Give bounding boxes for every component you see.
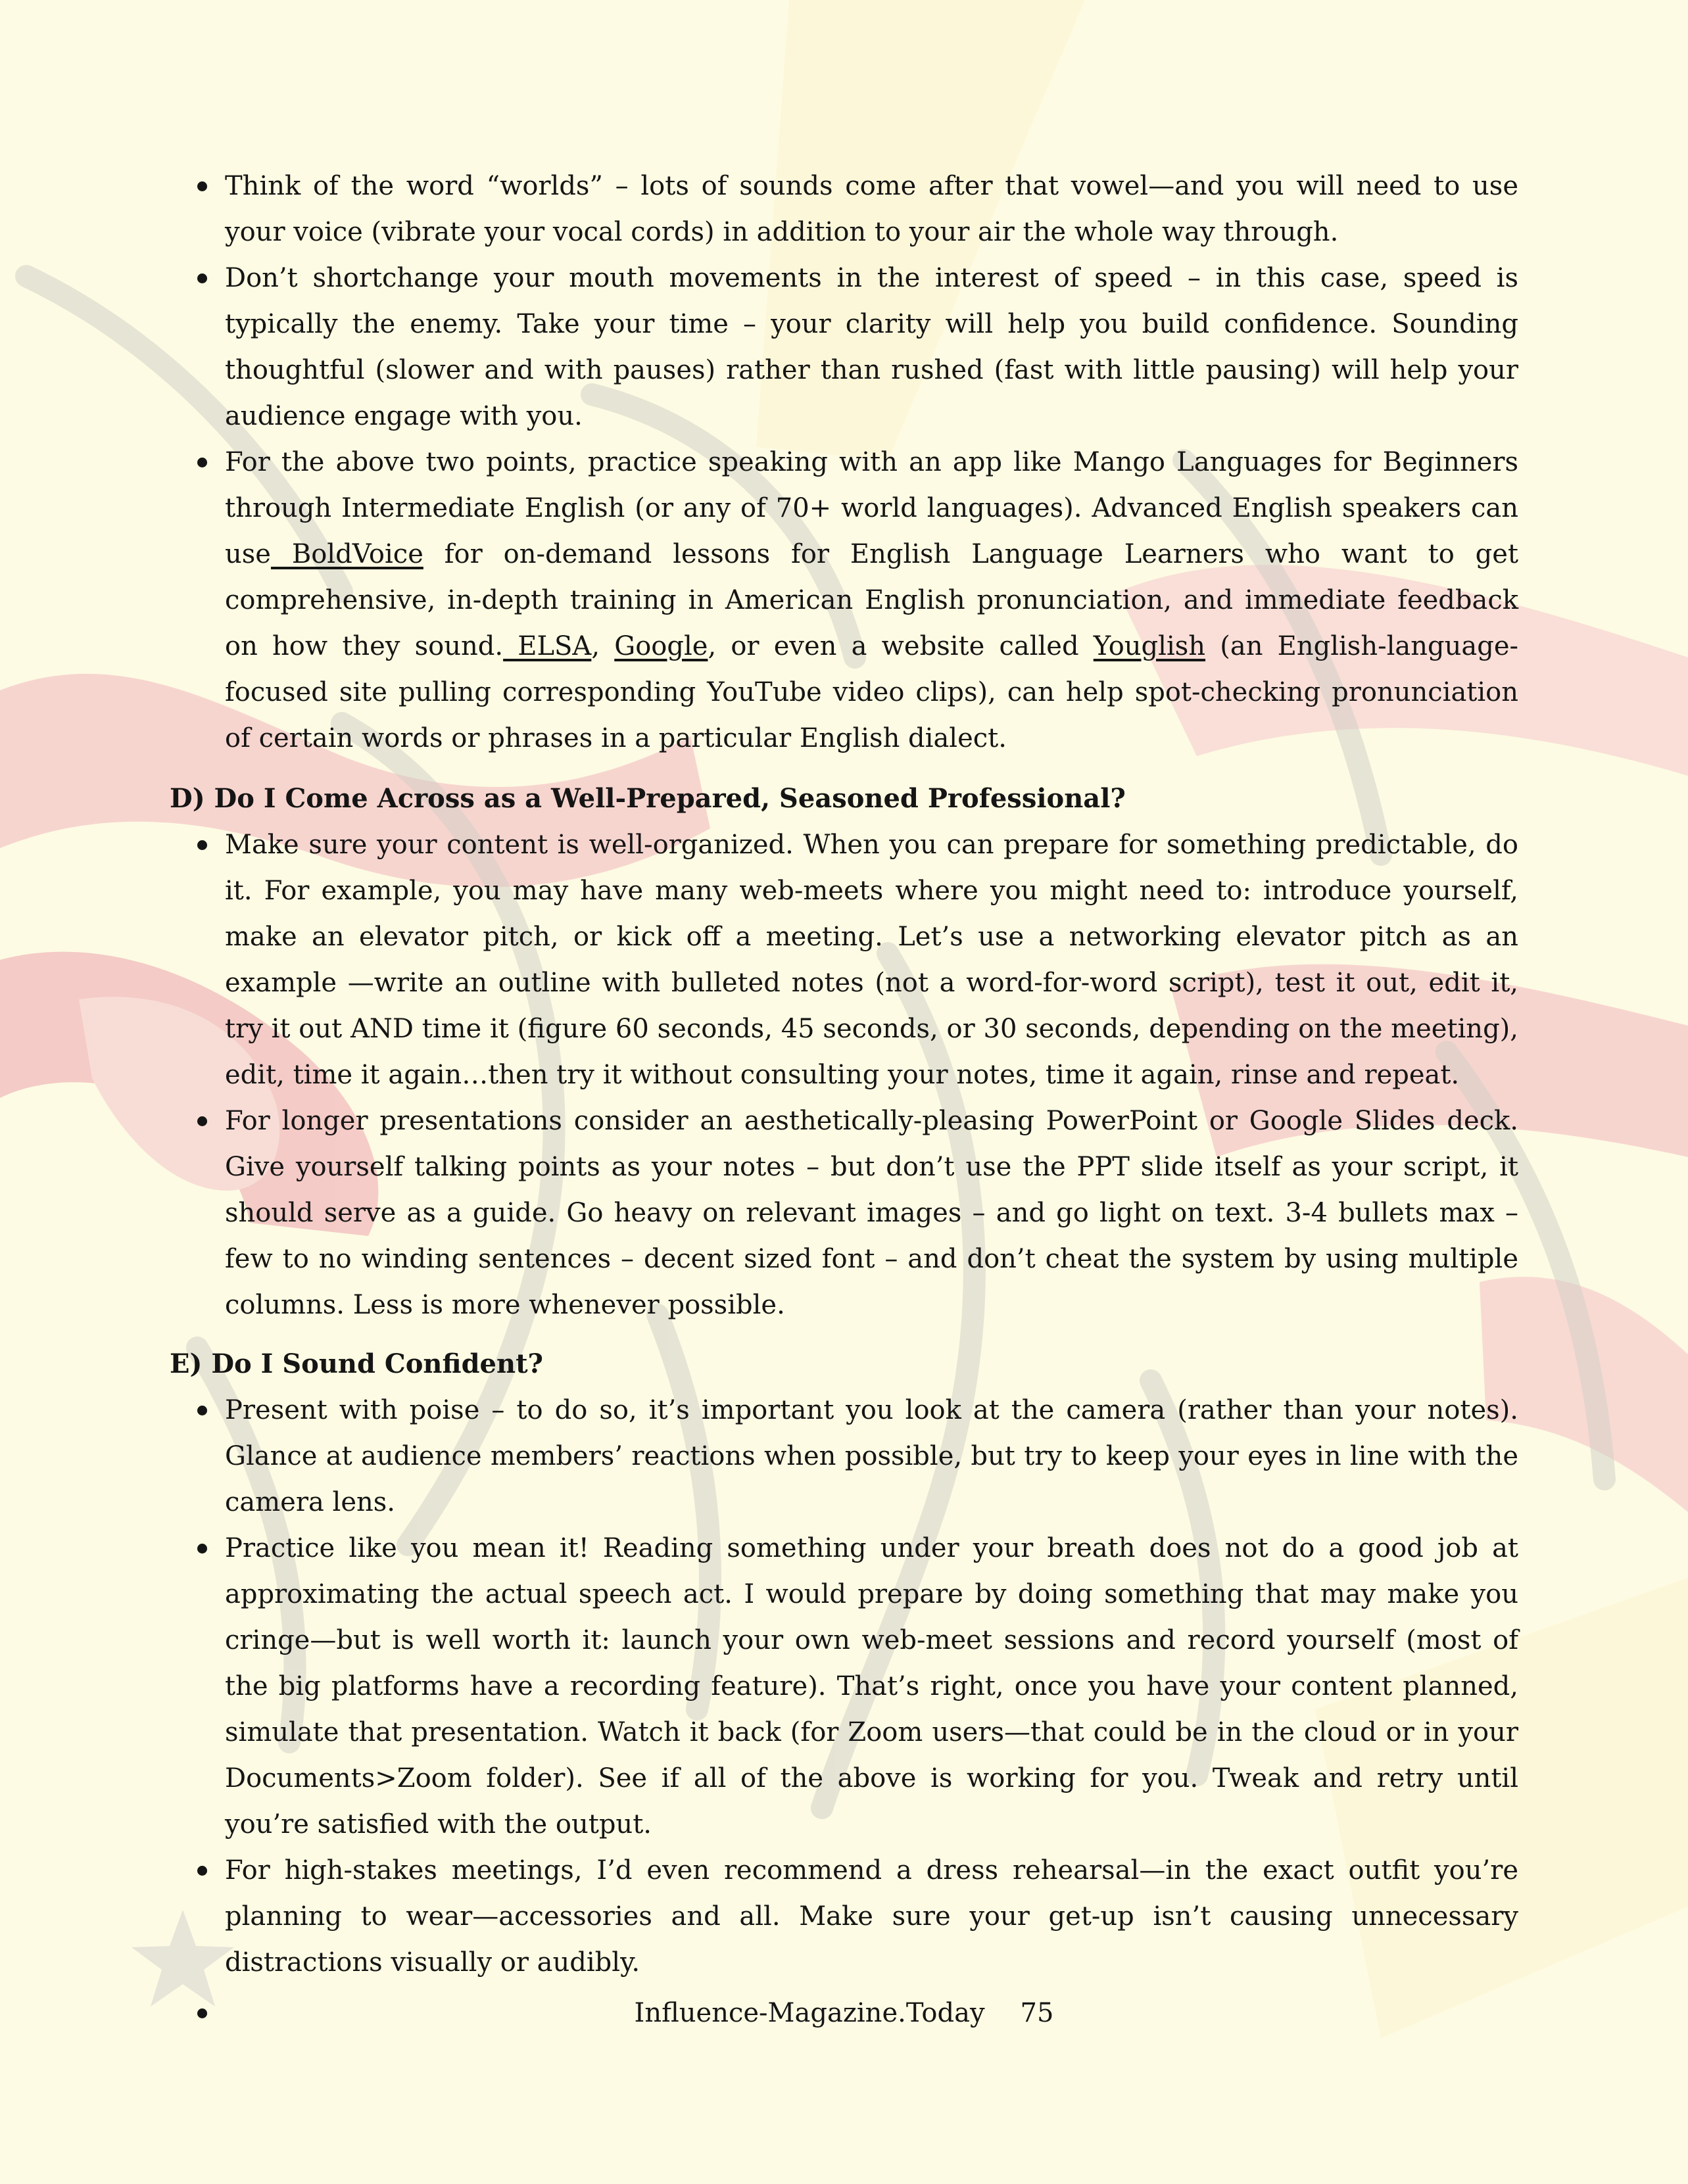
- page-number: 75: [1020, 1998, 1054, 2028]
- bullet-text: Make sure your content is well-organized. When you can prepare for something predictable, do it. For example, you may have many web-meets where you might need to: introduce yourself, make an elevator pitch, or kick off a meeting. Let’s use a networking elevator pitch as an example —write an outline with bulleted notes (not a word-for-word script), test it out, edit it, try it out AND time it (figure 60 seconds, 45 seconds, or 30 seconds, depending on the meeting), edit, time it again…then try it without consulting your notes, time it again, rinse and repeat.: [225, 830, 1518, 1090]
- bullet-text: For longer presentations consider an aesthetically-pleasing PowerPoint or Google Slides deck. Give yourself talking points as your notes – but don’t use the PPT slide itself as your script, it should serve as a guide. Go heavy on relevant images – and go light on text. 3-4 bullets max – few to no winding sentences – decent sized font – and don’t cheat the system by using multiple columns. Less is more whenever possible.: [225, 1106, 1518, 1320]
- bullet-item: [225, 1847, 1518, 1985]
- bullet-text: , or even a website called: [708, 631, 1094, 661]
- bullet-text: (an English-language-focused site pulling corresponding YouTube video clips), can help spot-checking pronunciation of certain words or phrases in a particular English dialect.: [225, 631, 1519, 753]
- section-e-bullet-list: [225, 1387, 1518, 1985]
- section-d-bullet-list: [225, 822, 1518, 1328]
- page-footer: [0, 1990, 1688, 2036]
- bullet-item: [225, 1387, 1518, 1525]
- bullet-text: ,: [591, 631, 615, 661]
- bullet-text: Practice like you mean it! Reading something under your breath does not do a good job at approximating the actual speech act. I would prepare by doing something that may make you cringe—but is well worth it: launch your own web-meet sessions and record yourself (most of the big platforms have a recording feature). That’s right, once you have your content planned, simulate that presentation. Watch it back (for Zoom users—that could be in the cloud or in your Documents>Zoom folder). See if all of the above is working for you. Tweak and retry until you’re satisfied with the output.: [225, 1533, 1518, 1840]
- footer-site-name: Influence-Magazine.Today: [634, 1998, 985, 2028]
- boldvoice-link[interactable]: BoldVoice: [270, 539, 423, 569]
- bullet-item: [225, 255, 1518, 439]
- bullet-item: [225, 1525, 1518, 1847]
- bullet-item: [225, 1098, 1518, 1328]
- bullet-text: Present with poise – to do so, it’s important you look at the camera (rather than your notes). Glance at audience members’ reactions when possible, but try to keep your eyes in line with the camera lens.: [225, 1395, 1518, 1517]
- section-d-heading: D) Do I Come Across as a Well-Prepared, Seasoned Professional?: [170, 783, 1126, 814]
- bullet-text: Don’t shortchange your mouth movements in the interest of speed – in this case, speed is typically the enemy. Take your time – your clarity will help you build confidence. Sounding thoughtful (slower and with pauses) rather than rushed (fast with little pausing) will help your audience engage with you.: [225, 263, 1518, 431]
- bullet-text: Think of the word “worlds” – lots of sounds come after that vowel—and you will need to use your voice (vibrate your vocal cords) in addition to your air the whole way through.: [225, 171, 1518, 247]
- bullet-text: For the above two points, practice speaking with an app like Mango Languages for Beginners through Intermediate English (or any of 70+ world languages). Advanced English speakers can use: [225, 447, 1518, 569]
- section-e-heading: E) Do I Sound Confident?: [170, 1348, 543, 1379]
- bullet-item: [225, 163, 1518, 255]
- youglish-link[interactable]: Youglish: [1093, 631, 1206, 661]
- bullet-text: for on-demand lessons for English Language Learners who want to get comprehensive, in-depth training in American English pronunciation, and immediate feedback on how they sound.: [225, 539, 1518, 661]
- footer-text: [0, 1990, 1688, 2036]
- bullet-item: [225, 439, 1518, 761]
- elsa-link[interactable]: ELSA: [503, 631, 592, 661]
- google-link[interactable]: Google: [614, 631, 708, 661]
- bullet-item: [225, 822, 1518, 1098]
- bullet-text: For high-stakes meetings, I’d even recommend a dress rehearsal—in the exact outfit you’re planning to wear—accessories and all. Make sure your get-up isn’t causing unnecessary distractions visually or audibly.: [225, 1855, 1518, 1978]
- section-c-bullet-list: [225, 163, 1518, 761]
